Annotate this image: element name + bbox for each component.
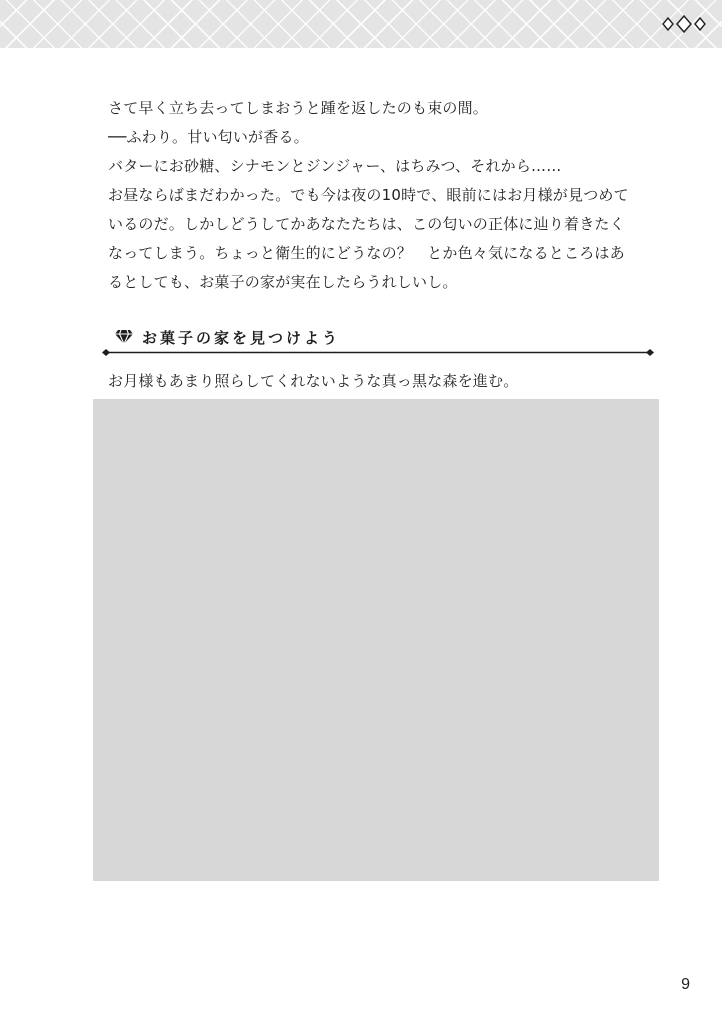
- section-lead: お月様もあまり照らしてくれないような真っ黒な森を進む。: [108, 372, 519, 390]
- paragraph-line: さて早く立ち去ってしまおうと踵を返したのも束の間。: [108, 99, 489, 117]
- gem-icon: [114, 329, 134, 345]
- paragraph-line: るとしても、お菓子の家が実在したらうれしいし。: [108, 273, 458, 291]
- paragraph-line: バターにお砂糖、シナモンとジンジャー、はちみつ、それから……: [108, 157, 562, 175]
- paragraph-line: ──ふわり。甘い匂いが香る。: [108, 128, 309, 146]
- page-number: 9: [681, 976, 690, 993]
- section-title: お菓子の家を見つけよう: [142, 328, 341, 347]
- diamond-icon: [694, 17, 706, 31]
- paragraph-line: お昼ならばまだわかった。でも今は夜の10時で、眼前にはお月様が見つめて: [108, 186, 629, 204]
- diamond-icon: [662, 17, 674, 31]
- diamond-ornament: [662, 12, 706, 36]
- header-pattern-band: [0, 0, 722, 48]
- paragraph-line: なってしまう。ちょっと衛生的にどうなの？ とか色々気になるところはあ: [108, 244, 625, 262]
- diamond-icon: [676, 15, 692, 33]
- image-placeholder: [93, 399, 659, 881]
- section-heading: [114, 325, 340, 349]
- paragraph-line: いるのだ。しかしどうしてかあなたたちは、この匂いの正体に辿り着きたく: [108, 215, 625, 233]
- heading-rule: [102, 348, 654, 357]
- body-paragraph: [108, 94, 668, 297]
